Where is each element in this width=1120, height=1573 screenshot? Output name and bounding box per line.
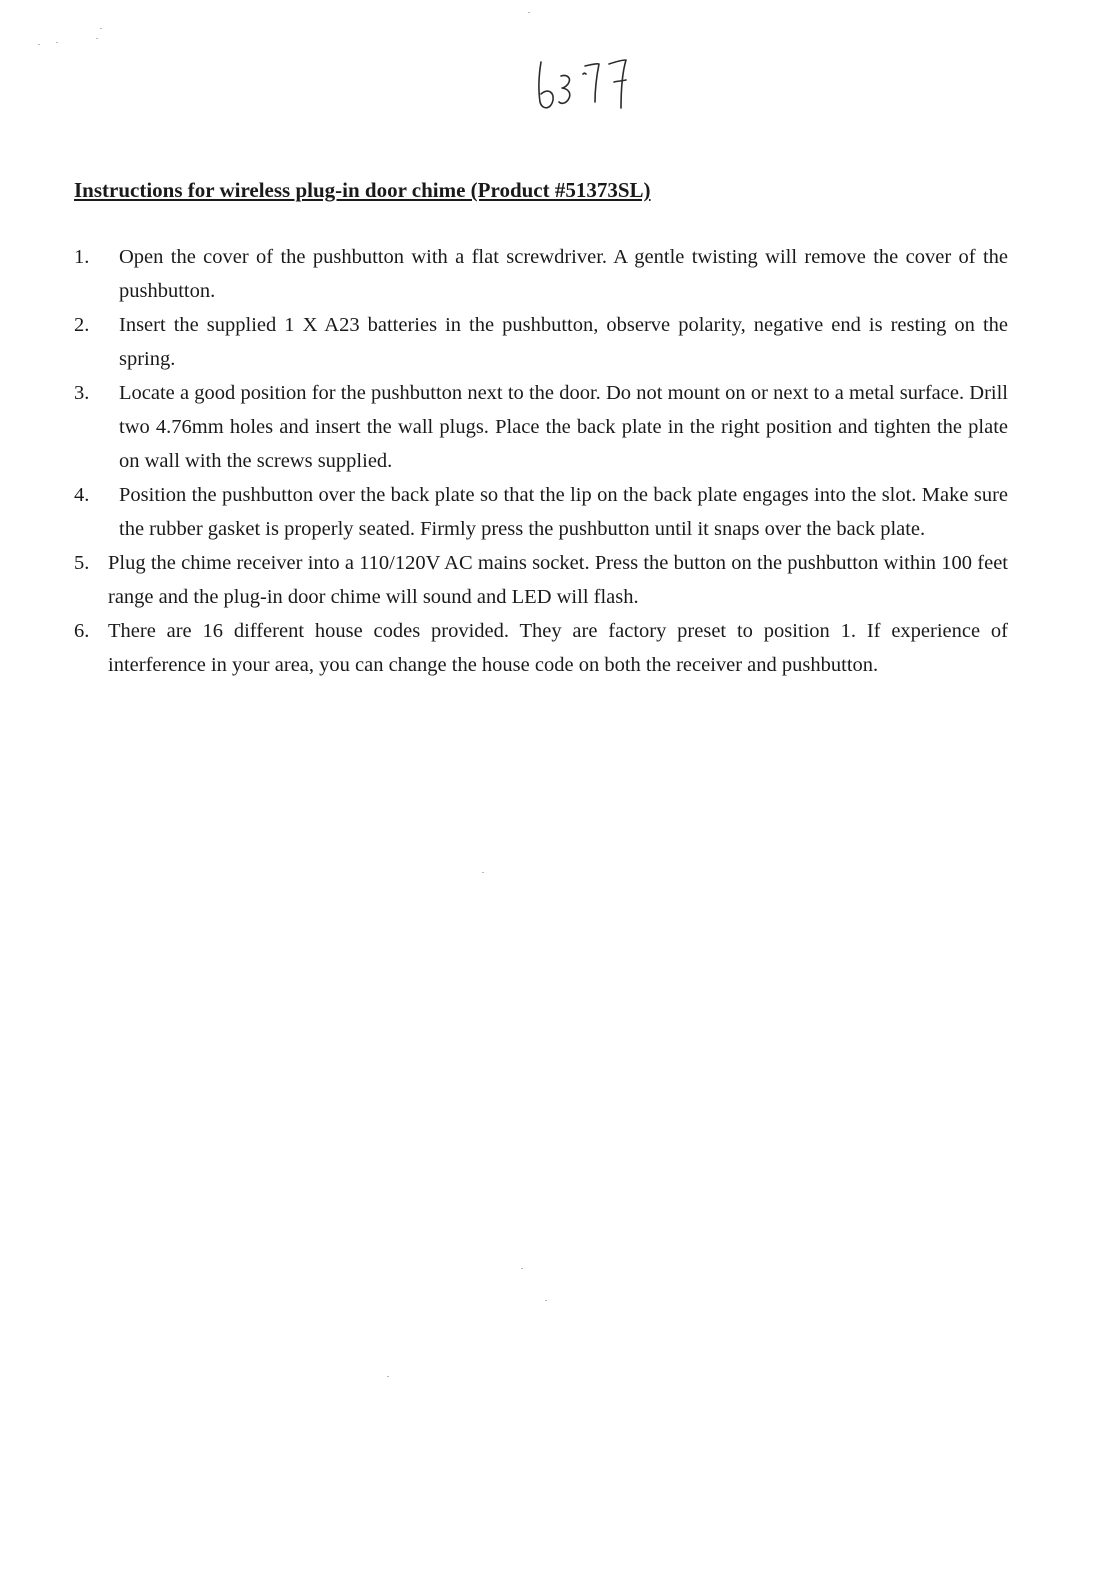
instruction-step-1 <box>74 240 1008 308</box>
instruction-step-4 <box>74 478 1008 546</box>
scan-speck <box>545 1300 547 1301</box>
step-text: Insert the supplied 1 X A23 batteries in the pushbutton, observe polarity, negative end is resting on the spring. <box>119 314 1008 370</box>
scan-speck <box>482 872 484 873</box>
scan-speck <box>96 38 98 39</box>
scan-speck <box>521 1268 523 1269</box>
step-text: There are 16 different house codes provided. They are factory preset to position 1. If experience of interference in your area, you can change the house code on both the receiver and pushbutton. <box>108 620 1008 676</box>
step-text: Plug the chime receiver into a 110/120V AC mains socket. Press the button on the pushbutton within 100 feet range and the plug-in door chime will sound and LED will flash. <box>108 552 1008 608</box>
step-number: 2. <box>74 314 90 336</box>
instruction-step-3 <box>74 376 1008 478</box>
instruction-list <box>74 240 1008 682</box>
scan-speck <box>100 28 102 29</box>
instruction-step-5 <box>74 546 1008 614</box>
instruction-step-6 <box>74 614 1008 682</box>
step-number: 6. <box>74 620 90 642</box>
step-text: Position the pushbutton over the back plate so that the lip on the back plate engages into the slot. Make sure the rubber gasket is properly seated. Firmly press the pushbutton until it snaps over the back plate. <box>119 484 1008 540</box>
step-number: 1. <box>74 246 90 268</box>
scan-speck <box>528 12 530 13</box>
document-title: Instructions for wireless plug-in door chime (Product #51373SL) <box>74 178 651 202</box>
step-number: 5. <box>74 552 90 574</box>
scan-speck <box>387 1376 389 1377</box>
step-text: Locate a good position for the pushbutton next to the door. Do not mount on or next to a metal surface. Drill two 4.76mm holes and insert the wall plugs. Place the back plate in the right position and tighten the plate on wall with the screws supplied. <box>119 382 1008 472</box>
step-text: Open the cover of the pushbutton with a flat screwdriver. A gentle twisting will remove the cover of the pushbutton. <box>119 246 1008 302</box>
handwritten-annotation <box>535 52 635 114</box>
scan-speck <box>38 44 40 45</box>
step-number: 4. <box>74 484 90 506</box>
scan-speck <box>56 42 58 43</box>
step-number: 3. <box>74 382 90 404</box>
instruction-step-2 <box>74 308 1008 376</box>
